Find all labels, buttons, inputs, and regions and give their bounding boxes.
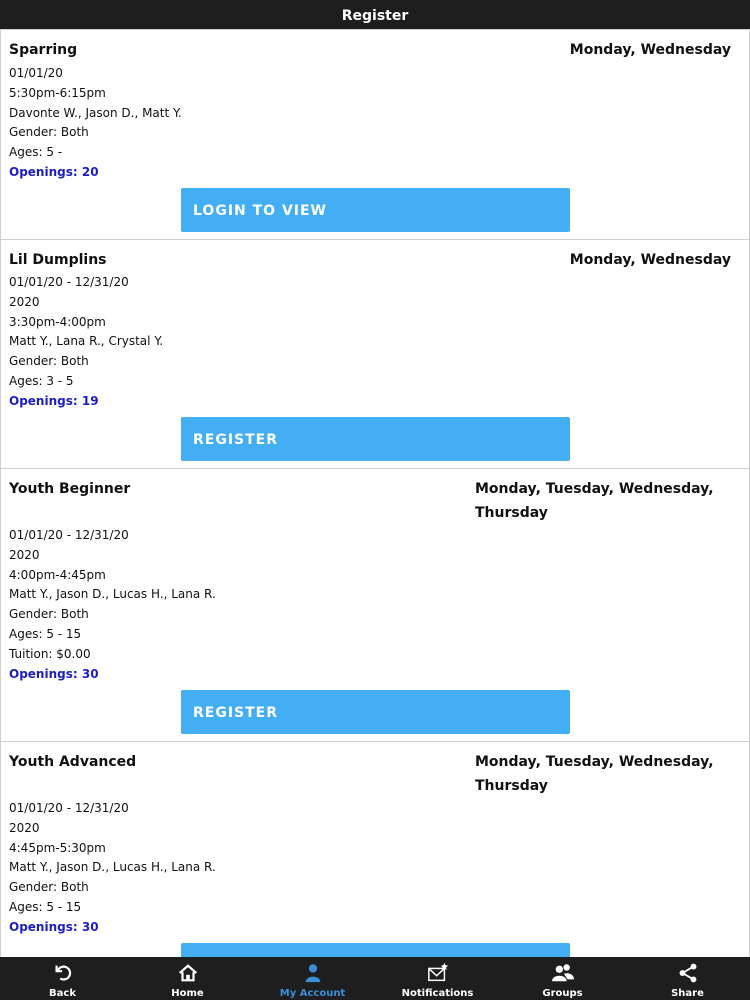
gender: Gender: Both xyxy=(9,354,89,369)
class-card-lil-dumplins xyxy=(0,239,750,468)
back-arrow-icon xyxy=(0,957,125,986)
ages: Ages: 3 - 5 xyxy=(9,373,74,388)
year: 2020 xyxy=(9,294,40,309)
class-list[interactable] xyxy=(0,29,750,957)
tab-label: Share xyxy=(671,988,704,999)
class-details xyxy=(9,799,216,938)
year: 2020 xyxy=(9,547,40,562)
tab-label: Groups xyxy=(542,988,583,999)
tab-label: My Account xyxy=(279,988,346,999)
class-details xyxy=(9,526,216,684)
class-days xyxy=(475,750,714,798)
envelope-star-icon xyxy=(375,957,500,986)
gender: Gender: Both xyxy=(9,880,89,895)
gender: Gender: Both xyxy=(9,607,89,622)
register-button-partial[interactable] xyxy=(181,943,570,957)
tab-label: Notifications xyxy=(401,988,474,999)
tab-groups[interactable] xyxy=(500,957,625,1000)
tab-back[interactable] xyxy=(0,957,125,1000)
ages: Ages: 5 - 15 xyxy=(9,626,82,641)
ages: Ages: 5 - xyxy=(9,145,63,160)
openings: Openings: 19 xyxy=(9,393,99,408)
time: 4:45pm-5:30pm xyxy=(9,840,106,855)
class-card-sparring xyxy=(0,29,750,239)
class-days xyxy=(475,477,714,525)
openings: Openings: 20 xyxy=(9,164,99,179)
class-days-line: Thursday xyxy=(475,778,548,794)
tab-label: Home xyxy=(171,988,204,999)
instructors: Matt Y., Jason D., Lucas H., Lana R. xyxy=(9,587,216,602)
class-details xyxy=(9,273,163,412)
class-days-line: Thursday xyxy=(475,505,548,521)
tab-notifications[interactable] xyxy=(375,957,500,1000)
page-title: Register xyxy=(341,8,409,24)
date-range: 01/01/20 - 12/31/20 xyxy=(9,801,129,815)
year: 2020 xyxy=(9,820,40,835)
openings: Openings: 30 xyxy=(9,666,99,681)
time: 4:00pm-4:45pm xyxy=(9,567,106,582)
instructors: Matt Y., Jason D., Lucas H., Lana R. xyxy=(9,860,216,875)
person-icon xyxy=(250,957,375,986)
class-days: Monday, Wednesday xyxy=(569,42,731,58)
bottom-tab-bar xyxy=(0,957,750,1000)
instructors: Matt Y., Lana R., Crystal Y. xyxy=(9,334,164,349)
gender: Gender: Both xyxy=(9,125,89,140)
class-title: Youth Beginner xyxy=(9,481,131,497)
date-range: 01/01/20 xyxy=(9,66,63,80)
class-card-youth-advanced xyxy=(0,741,750,957)
class-days-line: Monday, Tuesday, Wednesday, xyxy=(475,481,714,497)
instructors: Davonte W., Jason D., Matt Y. xyxy=(9,105,182,120)
date-range: 01/01/20 - 12/31/20 xyxy=(9,275,129,289)
tab-share[interactable] xyxy=(625,957,750,1000)
tab-home[interactable] xyxy=(125,957,250,1000)
ages: Ages: 5 - 15 xyxy=(9,899,82,914)
class-title: Youth Advanced xyxy=(9,754,137,770)
register-button[interactable]: REGISTER xyxy=(181,690,570,734)
register-button[interactable]: REGISTER xyxy=(181,417,570,461)
home-icon xyxy=(125,957,250,986)
class-days-line: Monday, Tuesday, Wednesday, xyxy=(475,754,714,770)
class-details xyxy=(9,64,182,183)
page-title-bar xyxy=(0,0,750,30)
groups-icon xyxy=(500,957,625,986)
share-icon xyxy=(625,957,750,986)
class-card-youth-beginner xyxy=(0,468,750,741)
tuition: Tuition: $0.00 xyxy=(9,646,91,661)
class-days: Monday, Wednesday xyxy=(569,252,731,268)
class-title: Sparring xyxy=(9,42,78,58)
class-title: Lil Dumplins xyxy=(9,252,107,268)
login-to-view-button[interactable]: LOGIN TO VIEW xyxy=(181,188,570,232)
openings: Openings: 30 xyxy=(9,919,99,934)
date-range: 01/01/20 - 12/31/20 xyxy=(9,528,129,542)
time: 3:30pm-4:00pm xyxy=(9,314,106,329)
tab-label: Back xyxy=(49,988,76,999)
tab-my-account[interactable] xyxy=(250,957,375,1000)
time: 5:30pm-6:15pm xyxy=(9,85,106,100)
